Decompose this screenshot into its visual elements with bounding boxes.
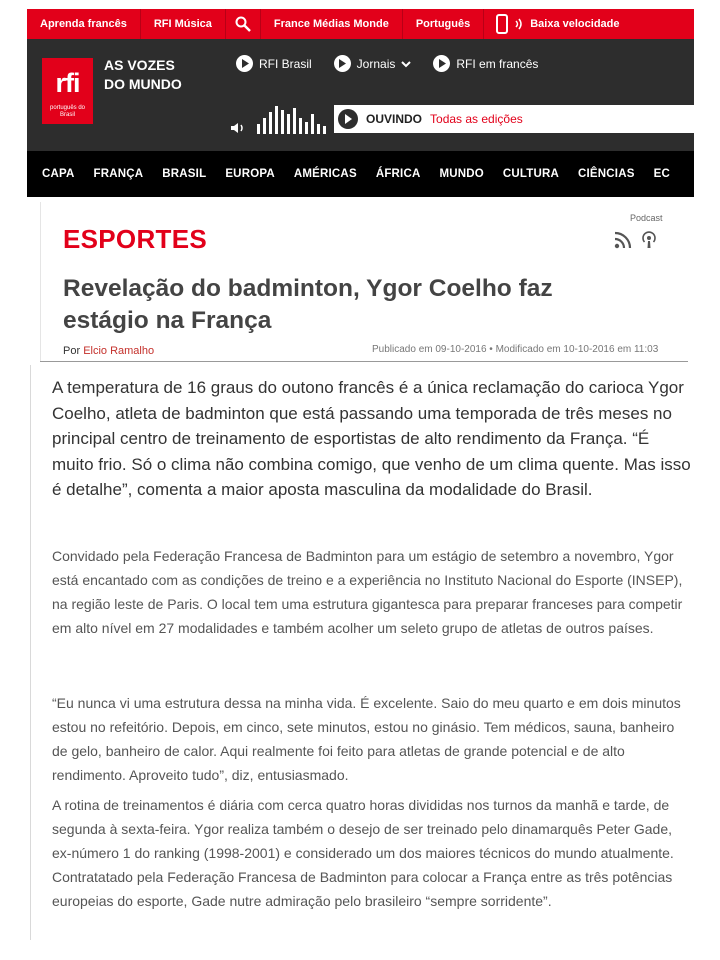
article-headline: Revelação do badminton, Ygor Coelho faz estágio na França [63,275,553,334]
nav-americas[interactable]: AMÉRICAS [293,168,357,180]
nav-ciencias[interactable]: CIÊNCIAS [578,168,635,180]
slogan [104,56,182,94]
rfi-logo[interactable] [42,58,93,124]
nav-mundo[interactable]: MUNDO [439,168,484,180]
section-title[interactable]: ESPORTES [63,224,207,254]
nav-rfi-brasil[interactable] [236,55,312,72]
nav-jornais[interactable] [334,55,412,72]
play-icon [433,55,450,72]
publication-date: Publicado em 09-10-2016 • Modificado em 10-10-2016 em 11:03 [372,344,659,355]
signal-icon [514,17,524,31]
top-utility-bar [27,9,694,39]
search-button[interactable] [226,9,261,39]
play-button[interactable] [338,109,358,129]
rss-icon[interactable] [614,231,632,249]
article-paragraph: “Eu nunca vi uma estrutura dessa na minha vida. É excelente. Saio do meu quarto e em dois minutos estou no refeitório. Depois, em cinco, sete minutos, estou no ginásio. Tem médicos, sauna, banheiro de gelo, banheiro de calor. Aqui realmente foi feito para atletas de grande potencial e de alto rendimento. Aproveito tudo”, diz, entusiasmado. [52,695,681,783]
link-aprenda-frances[interactable]: Aprenda francês [27,9,141,39]
nav-europa[interactable]: EUROPA [225,168,275,180]
volume-bars[interactable] [257,106,326,134]
byline-prefix: Por [63,345,81,357]
nav-capa[interactable]: CAPA [42,168,75,180]
main-nav [27,151,694,197]
article-paragraph: A rotina de treinamentos é diária com cerca quatro horas divididas nos turnos da manhã e tarde, de segunda à sexta-feira. Ygor realiza também o desejo de ser treinado pelo dinamarquês Peter Gade, ex-número 1 do ranking (1998-2001) e considerado um dos maiores técnicos do mundo atualmente. Contratatado pela Federação Francesa de Badminton para colocar a França entre as três potências europeias do esporte, Gade nutre admiração pelo brasileiro “sempre sorridente”. [52,797,674,909]
low-bandwidth-link[interactable] [484,9,632,39]
nav-rfi-brasil-label: RFI Brasil [259,56,312,71]
link-rfi-musica[interactable]: RFI Música [141,9,226,39]
slogan-line-1: AS VOZES [104,57,175,73]
article-paragraph: Convidado pela Federação Francesa de Badminton para um estágio de setembro a novembro, Ygor está encantado com as condições de treino e a experiência no Instituto Nacional do Esporte (INSEP), na região leste de Paris. O local tem uma estrutura gigantesca para preparar franceses para competir em alto nível em 27 modalidades e também acolher um seleto grupo de atletas de outros países. [52,548,683,636]
play-icon [344,114,352,124]
byline [63,345,154,357]
play-icon [334,55,351,72]
volume-icon[interactable] [231,122,247,134]
now-playing-bar [334,105,694,133]
nav-ec[interactable]: EC [653,168,670,180]
header-nav [236,55,538,72]
nav-cultura[interactable]: CULTURA [502,168,560,180]
author-link[interactable]: Elcio Ramalho [83,345,155,357]
link-france-medias-monde[interactable]: France Médias Monde [261,9,403,39]
nav-rfi-em-frances[interactable] [433,55,538,72]
all-editions-link[interactable]: Todas as edições [430,112,523,126]
article-header [40,202,695,362]
chevron-down-icon [401,60,411,68]
now-playing-label: OUVINDO [366,112,423,126]
nav-africa[interactable]: ÁFRICA [375,168,421,180]
article-body [30,365,695,940]
nav-jornais-label: Jornais [356,56,396,71]
audio-player [231,106,326,134]
logo-subtitle: português do Brasil [49,105,86,118]
nav-franca[interactable]: FRANÇA [93,168,144,180]
podcast-links [614,231,658,249]
phone-icon [496,14,508,34]
low-bandwidth-label: Baixa velocidade [530,18,620,30]
podcast-icon[interactable] [640,231,658,249]
play-icon [236,55,253,72]
nav-brasil[interactable]: BRASIL [162,168,207,180]
link-portugues[interactable]: Português [403,9,484,39]
podcast-label: Podcast [630,213,663,223]
divider [40,361,688,362]
site-header [27,39,694,151]
slogan-line-2: DO MUNDO [104,76,182,92]
search-icon [235,16,251,32]
article-lead: A temperatura de 16 graus do outono francês é a única reclamação do carioca Ygor Coelho, atleta de badminton que está passando uma temporada de três meses no principal centro de treinamento de esportistas de alto rendimento da França. “É muito frio. Só o clima não combina comigo, que venho de um clima quente. Mas isso é detalhe”, comenta a maior aposta masculina da modalidade do Brasil. [52,378,691,500]
logo-text: rfi [55,68,80,98]
nav-rfi-em-frances-label: RFI em francês [456,56,539,71]
